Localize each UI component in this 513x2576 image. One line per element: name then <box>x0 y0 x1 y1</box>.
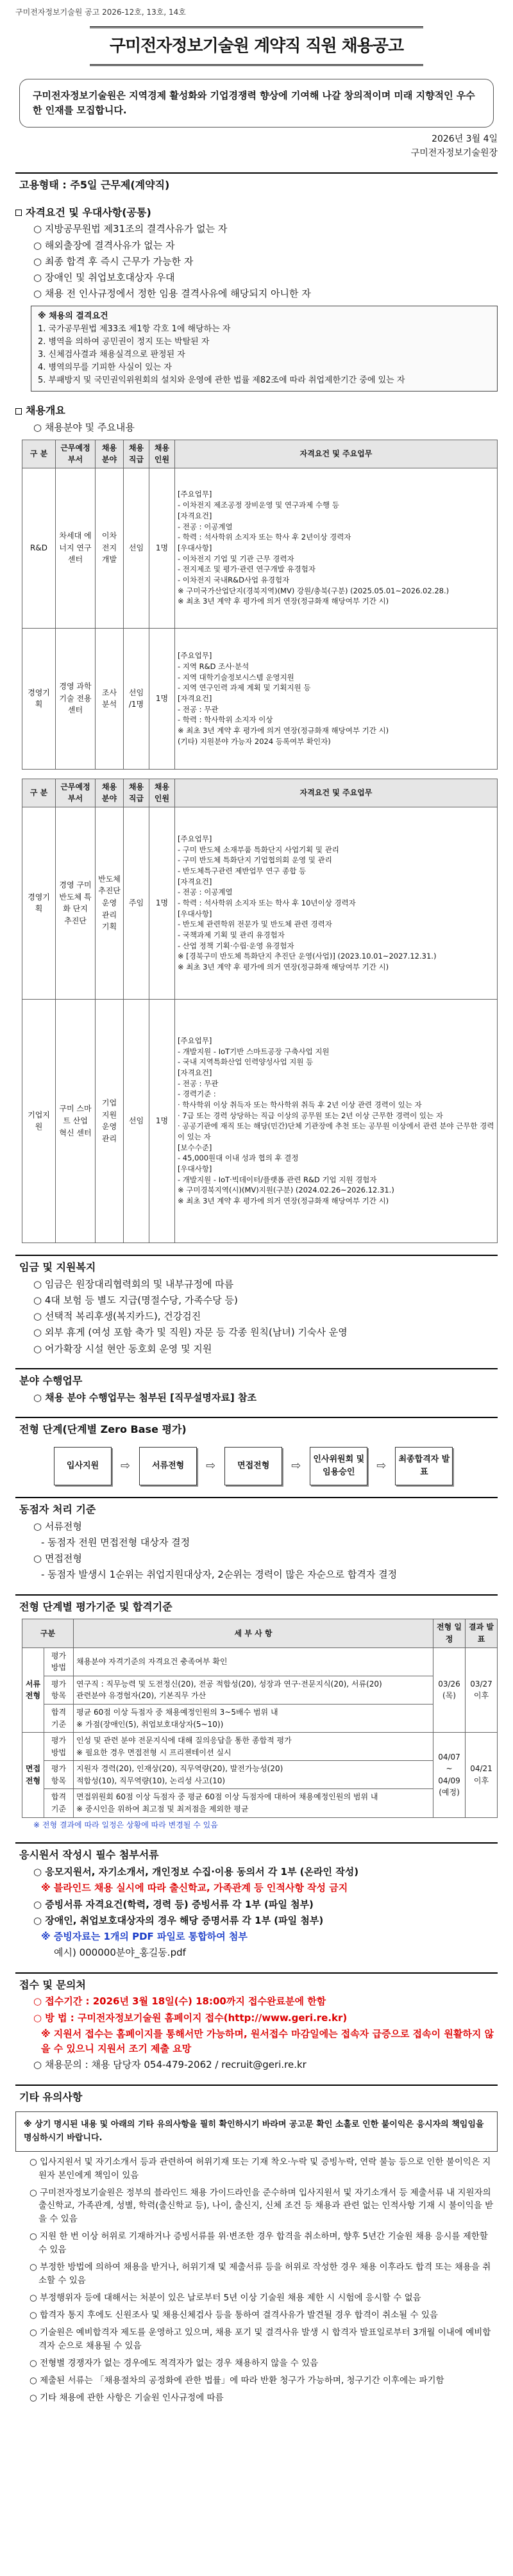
arrow-right-icon: ⇨ <box>291 1458 301 1473</box>
list-item: - 동점자 전원 면접전형 대상자 결정 <box>41 1536 190 1548</box>
table-header: 구 분 <box>22 779 56 807</box>
overview-sub: ○ 채용분야 및 주요내용 <box>33 422 135 434</box>
notice-org: 구미전자정보기술원장 <box>410 148 498 159</box>
table-header: 근무예정 부서 <box>56 779 96 807</box>
table-row: 합격 기준 면접위원회 60점 이상 득점자 중 평균 60점 이상 득점자에 대하여 채용예정인원의 범위 내 ※ 중시인을 위하여 최고점 및 최저점을 제외한 평균 <box>22 1789 498 1817</box>
table-row: 경영기획 경영 과학 기술 전용 센터 조사 분석 선임 /1명 1명 [주요업무] - 지역 R&D 조사·분석 - 지역 대학기술정보시스템 운영지원 - 지역 연구인력 과제 계획 및 기획지원 등 [자격요건] - 전공 : 무관 - 학력 : 학사학위 소지자 이상 ※ 최초 3년 계약 후 평가에 의거 연장(정규화재 해당여부 기간 시) (기타) 지원분야 가능자 2024 등록여부 확인자) <box>22 628 498 769</box>
list-item: ○ 기술원은 예비합격자 제도를 운영하고 있으며, 채용 포기 및 결격사유 발생 시 합격자 발표일로부터 3개월 이내에 예비합격자 순으로 채용될 수 있음 <box>29 2327 491 2351</box>
list-item: 2. 병역을 의하여 공민권이 정지 또는 박탈된 자 <box>38 336 210 347</box>
list-item: ○ 임금은 원장대리협력회의 및 내부규정에 따름 <box>33 1278 234 1290</box>
doc-number: 구미전자정보기술원 공고 2026-12호, 13호, 14호 <box>15 8 186 17</box>
list-item: ○ 제출된 서류는 「채용절차의 공정화에 관한 법률」에 따라 반환 청구가 가능하며, 청구기간 이후에는 파기함 <box>29 2375 444 2386</box>
list-item: ○ 접수기간 : 2026년 3월 18일(수) 18:00까지 접수완료분에 한함 <box>33 1995 326 2008</box>
table-row: 서류 전형 평가 방법 채용분야 자격기준의 자격요건 충족여부 확인 03/26 (목) 03/27 이후 <box>22 1647 498 1676</box>
list-item: ○ 장애인, 취업보호대상자의 경우 해당 증명서류 각 1부 (파일 첨부) <box>33 1914 324 1926</box>
table-header: 자격요건 및 주요업무 <box>175 440 498 468</box>
page-title: 구미전자정보기술원 계약직 직원 채용공고 <box>90 26 423 66</box>
list-item: ○ 최종 합격 후 즉시 근무가 가능한 자 <box>33 255 194 267</box>
table-header: 채용 인원 <box>149 440 175 468</box>
step-document: 서류전형 <box>139 1447 197 1485</box>
table-header: 구분 <box>22 1619 74 1647</box>
list-item: ○ 장애인 및 취업보호대상자 우대 <box>33 272 175 284</box>
list-item: ○ 지원 한 번 이상 허위로 기재하거나 증빙서류를 위·변조한 경우 합격을 취소하며, 향후 5년간 기술원 채용 응시를 제한할 수 있음 <box>29 2231 488 2256</box>
table-row: 기업지원 구미 스마트 산업 혁신 센터 기업 지원 운영 관리 선임 1명 [주요업무] - 개발지원 - IoT기반 스마트공장 구축사업 지원 - 국내 지역특화산업 인력양성사업 지원 등 [자격요건] - 전공 : 무관 - 경력기준 : · 학사학위 이상 취득자 또는 학사학위 취득 후 2년 이상 관련 경력이 있는 자 · 7급 또는 경력 상당하는 직급 이상의 공무원 또는 2년 이상 근무한 경력이 있는 자 · 공공기관에 재직 또는 해당(민간)단체 기관장에 추천 또는 공무원 이상에서 관련 분야 근무한 경력이 있는 자 [보수수준] - 45,000원대 이내 성과 협의 후 결정 [우대사항] - 개발지원 - IoT·빅데이터/플랫폼 관련 R&D 기업 지원 경험자 ※ 구미경북지역(시)(MV)지원(구분) (2024.02.26~2026.12.31.) ※ 최초 3년 계약 후 평가에 의거 연장(정규화재 해당여부 기간 시) <box>22 999 498 1243</box>
list-item: ○ 선택적 복리후생(복지카드), 건강검진 <box>33 1310 201 1323</box>
section-tiebreak: 동점자 처리 기준 <box>15 1497 498 1518</box>
list-item: ○ 어가확장 시설 현안 동호회 운영 및 지원 <box>33 1342 212 1355</box>
step-interview: 면접전형 <box>224 1447 282 1485</box>
list-item: ○ 응모지원서, 자기소개서, 개인정보 수집·이용 동의서 각 1부 (온라인 작성) <box>33 1866 359 1878</box>
table-header: 채용 직급 <box>124 779 149 807</box>
table-row: 합격 기준 평균 60점 이상 득점자 중 채용예정인원의 3~5배수 범위 내 ※ 가점(장애인(5), 취업보호대상자(5~10)) <box>22 1704 498 1732</box>
square-bullet-icon <box>15 408 22 415</box>
list-item: ○ 증빙서류 자격요건(학력, 경력 등) 증빙서류 각 1부 (파일 첨부) <box>33 1898 314 1910</box>
table-header: 채용 직급 <box>124 440 149 468</box>
table-header: 세 부 사 항 <box>74 1619 433 1647</box>
section-process: 전형 단계(단계별 Zero Base 평가) <box>15 1417 498 1438</box>
list-item: ○ 기타 채용에 관한 사항은 기술원 인사규정에 따름 <box>29 2392 224 2403</box>
list-item: 3. 신체검사결과 채용실격으로 판정된 자 <box>38 350 185 360</box>
list-item: ○ 해외출장에 결격사유가 없는 자 <box>33 239 175 251</box>
list-item: 1. 국가공무원법 제33조 제1항 각호 1에 해당하는 자 <box>38 324 231 334</box>
table-header: 근무예정 부서 <box>56 440 96 468</box>
table-row: 면접 전형 평가 방법 인성 및 관련 분야 전문지식에 대해 질의응답을 통한 종합적 평가 ※ 필요한 경우 면접전형 시 프리젠테이션 실시 04/07 ~ 04/09 (예정) 04/21 이후 <box>22 1733 498 1761</box>
list-item: - 동점자 발생시 1순위는 취업지원대상자, 2순위는 경력이 많은 자순으로 합격자 결정 <box>41 1569 398 1581</box>
list-item: ○ 채용 분야 수행업무는 첨부된 [직무설명자료] 참조 <box>33 1391 256 1403</box>
list-item: 예시) 000000분야_홍길동.pdf <box>54 1947 186 1959</box>
table-row: R&D 차세대 에너지 연구센터 이차 전지 개발 선임 1명 [주요업무] - 이차전지 제조공정 장비운영 및 연구과제 수행 등 [자격요건] - 전공 : 이공계열 - 학력 : 석사학위 소지자 또는 학사 후 2년이상 경력자 [우대사항] - 이차전지 기업 및 기관 근무 경력자 - 전지제조 및 평가·관련 연구개발 유경험자 - 이차전지 국내R&D사업 유경험자 ※ 구미국가산업단지(경북지역)(MV) 강원/충북(구분) (2025.05.01~2026.02.28.) ※ 최초 3년 계약 후 평가에 의거 연장(정규화재 해당여부 기간 시) <box>22 468 498 628</box>
arrow-right-icon: ⇨ <box>376 1458 387 1473</box>
criteria-table <box>22 1619 498 1817</box>
process-flow <box>54 1447 498 1485</box>
table-row: 평가 항목 연구직 : 직무능력 및 도전정신(20), 전공 적합성(20), 성장과 연구·전문지식(20), 서류(20) 관련분야 유경험자(20), 기본직무 가산 <box>22 1676 498 1704</box>
qualification-list <box>15 222 498 301</box>
section-contact: 접수 및 문의처 <box>15 1972 498 1994</box>
arrow-right-icon: ⇨ <box>206 1458 216 1473</box>
disqualification-box: ※ 채용의 결격요건 1. 국가공무원법 제33조 제1항 각호 1에 해당하는 자 2. 병역을 의하여 공민권이 정지 또는 박탈된 자 3. 신체검사결과 채용실격으로 판정된 자 4. 병역의무를 기피한 사실이 있는 자 5. 부패방지 및 국민권익위원회의 설치와 운영에 관한 법률 제82조에 따라 취업제한기간 중에 있는 자 <box>31 306 498 392</box>
list-item: ○ 부정행위자 등에 대해서는 처분이 있은 날로부터 5년 이상 기술원 채용 제한 시 시험에 응시할 수 없음 <box>29 2292 421 2303</box>
table-header: 구 분 <box>22 440 56 468</box>
table-header: 자격요건 및 주요업무 <box>175 779 498 807</box>
list-item: ○ 채용 전 인사규정에서 정한 임용 결격사유에 해당되지 아니한 자 <box>33 288 311 300</box>
table-row: 경영기획 경영 구미 반도체 특화 단지 추진단 반도체 추진단 운영 관리 기획 주임 1명 [주요업무] - 구미 반도체 소재부품 특화단지 사업기획 및 관리 - 구미 반도체 특화단지 기업협의회 운영 및 관리 - 반도체특구관련 제반업무 연구 종합 등 [자격요건] - 전공 : 이공계열 - 학력 : 석사학위 소지자 또는 학사 후 10년이상 경력자 [우대사항] - 반도체 관련학위 전문가 및 반도체 관련 경력자 - 국책과제 기획 및 관리 유경험자 - 산업 정책 기획·수립·운영 유경험자 ※ [경북구미 반도체 특화단지 추진단 운영(사업)] (2023.10.01~2027.12.31.) ※ 최초 3년 계약 후 평가에 의거 연장(정규화재 해당여부 기간 시) <box>22 807 498 999</box>
list-item: ○ 서류전형 <box>33 1520 82 1532</box>
list-item: ○ 부정한 방법에 의하여 채용을 받거나, 허위기재 및 제출서류 등을 허위로 작성한 경우 채용 이후라도 합격 또는 채용을 취소할 수 있음 <box>29 2262 491 2286</box>
list-item: 5. 부패방지 및 국민권익위원회의 설치와 운영에 관한 법률 제82조에 따라 취업제한기간 중에 있는 자 <box>38 376 405 386</box>
table-header: 전형 일정 <box>433 1619 466 1647</box>
arrow-right-icon: ⇨ <box>121 1458 131 1473</box>
table-header: 채용 분야 <box>96 779 124 807</box>
list-item: ○ 전형별 경쟁자가 없는 경우에도 적격자가 없는 경우 채용하지 않을 수 있음 <box>29 2357 319 2368</box>
list-item: ○ 구미전자정보기술원은 정부의 블라인드 채용 가이드라인을 준수하며 입사지원서 및 자기소개서 등 제출서류 내 지원자의 출신학교, 가족관계, 성별, 학력(출신학교 등), 나이, 출신지, 신체 조건 등 채용과 관련 없는 인적사항 기재 시 불이익을 받을 수 있음 <box>29 2187 494 2225</box>
intro-box: 구미전자정보기술원은 지역경제 활성화와 기업경쟁력 향상에 기여해 나갈 창의적이며 미래 지향적인 우수한 인재를 모집합니다. <box>19 79 494 128</box>
list-item: ○ 지방공무원법 제31조의 결격사유가 없는 자 <box>33 223 228 235</box>
table-header: 채용 분야 <box>96 440 124 468</box>
criteria-footnote: ※ 전형 결과에 따라 일정은 상황에 따라 변경될 수 있음 <box>33 1820 218 1829</box>
list-item: ○ 면접전형 <box>33 1553 82 1565</box>
list-item: ○ 합격자 통지 후에도 신원조사 및 채용신체검사 등을 통하여 결격사유가 발견될 경우 합격이 취소될 수 있음 <box>29 2309 438 2320</box>
list-item: ※ 블라인드 채용 실시에 따라 출신학교, 가족관계 등 인적사항 작성 금지 <box>41 1882 348 1894</box>
table-row: 평가 항목 지원자 경력(20), 인재상(20), 직무역량(20), 발전가능성(20) 적합성(10), 직무역량(10), 논리성 사고(10) <box>22 1761 498 1789</box>
warning-box: ※ 상기 명시된 내용 및 아래의 기타 유의사항을 필히 확인하시기 바라며 공고문 확인 소홀로 인한 불이익은 응시자의 책임임을 명심하시기 바랍니다. <box>15 2111 498 2151</box>
section-duties: 분야 수행업무 <box>15 1368 498 1389</box>
recruit-table-2 <box>22 779 498 1243</box>
list-item: ○ 채용문의 : 채용 담당자 054-479-2062 / recruit@geri.re.kr <box>33 2059 307 2071</box>
step-committee: 인사위원회 및 임용승인 <box>310 1447 367 1485</box>
recruit-table-1 <box>22 440 498 770</box>
table-header: 채용 인원 <box>149 779 175 807</box>
step-final: 최종합격자 발표 <box>395 1447 453 1485</box>
notice-date: 2026년 3월 4일 <box>432 134 498 145</box>
section-criteria: 전형 단계별 평가기준 및 합격기준 <box>15 1594 498 1615</box>
list-item: ○ 외부 휴게 (여성 포함 축가 및 직원) 자문 등 각종 원칙(남녀) 기숙사 운영 <box>33 1326 348 1339</box>
section-overview: 채용개요 <box>15 403 498 419</box>
square-bullet-icon <box>15 210 22 216</box>
list-item: 4. 병역의무를 기피한 사실이 있는 자 <box>38 363 172 373</box>
section-notes: 기타 유의사항 <box>15 2085 498 2106</box>
section-qualifications: 자격요건 및 우대사항(공통) <box>15 205 498 221</box>
list-item: ○ 입사지원서 및 자기소개서 등과 관련하여 허위기재 또는 기재 착오·누락 및 증빙누락, 연락 불능 등으로 인한 불이익은 지원자 본인에게 책임이 있음 <box>29 2156 491 2181</box>
list-item: ※ 지원서 접수는 홈페이지를 통해서만 가능하며, 원서접수 마감일에는 접속자 급증으로 접속이 원활하지 않을 수 있으니 지원서 조기 제출 요망 <box>41 2027 494 2055</box>
section-welfare: 임금 및 지원복지 <box>15 1255 498 1276</box>
section-employment-type: 고용형태 : 주5일 근무제(계약직) <box>15 172 498 194</box>
table-header: 결과 발표 <box>466 1619 498 1647</box>
list-item: ○ 4대 보험 등 별도 지급(명절수당, 가족수당 등) <box>33 1294 238 1306</box>
section-attachments: 응시원서 작성시 필수 첨부서류 <box>15 1842 498 1863</box>
step-apply: 입사지원 <box>54 1447 112 1485</box>
list-item: ○ 방 법 : 구미전자정보기술원 홈페이지 접수(http://www.geri.re.kr) <box>33 2011 348 2024</box>
list-item: ※ 증빙자료는 1개의 PDF 파일로 통합하여 첨부 <box>41 1931 248 1943</box>
